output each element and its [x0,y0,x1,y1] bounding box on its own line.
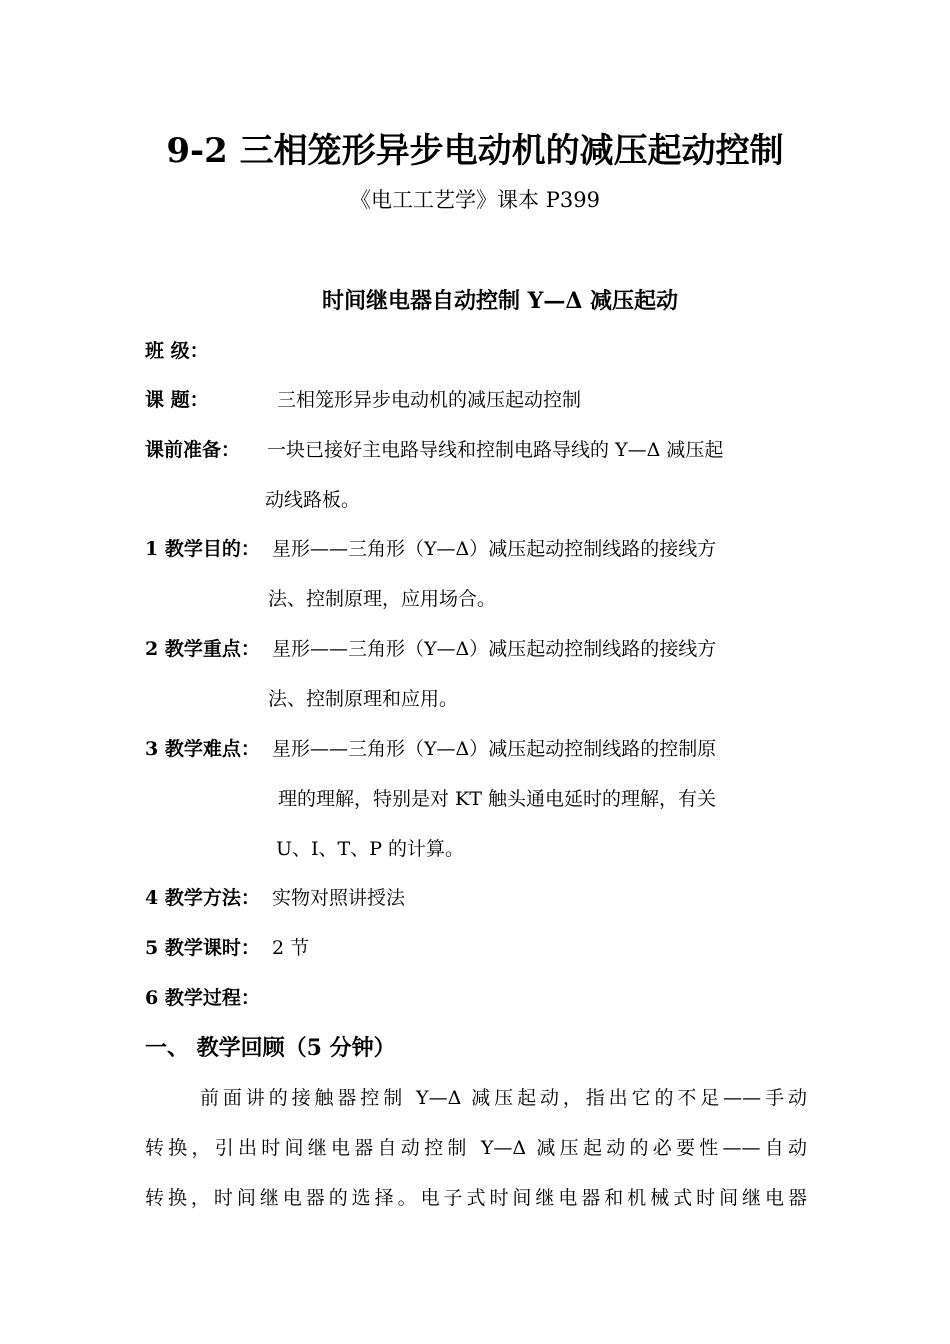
focus-label: 2 教学重点： [145,638,260,660]
document-title: 9-2 三相笼形异步电动机的减压起动控制 [166,131,784,171]
method-label: 4 教学方法： [145,887,260,909]
prep-row [145,433,810,467]
class-label: 班 级： [145,340,209,362]
focus-line-1: 星形——三角形（Y—Δ）减压起动控制线路的接线方 [272,638,717,660]
class-row [145,334,810,368]
hours-row [145,931,810,965]
focus-line-2: 法、控制原理和应用。 [268,688,459,710]
difficulty-label: 3 教学难点： [145,738,260,760]
process-label: 6 教学过程： [145,987,260,1009]
goal-row [145,532,810,566]
paragraph-line: 转换，引出时间继电器自动控制 Y—Δ 减压起动的必要性——自动 [145,1137,807,1159]
paragraph-line: 前面讲的接触器控制 Y—Δ 减压起动，指出它的不足——手动 [200,1087,807,1109]
difficulty-line-3: U、I、T、P 的计算。 [276,838,465,860]
difficulty-line-2: 理的理解，特别是对 KT 触头通电延时的理解，有关 [278,788,716,810]
focus-row [145,632,810,666]
goal-line-1: 星形——三角形（Y—Δ）减压起动控制线路的接线方 [272,538,717,560]
topic-value: 三相笼形异步电动机的减压起动控制 [277,389,582,411]
goal-label: 1 教学目的： [145,538,260,560]
hours-label: 5 教学课时： [145,937,260,959]
goal-line-2: 法、控制原理，应用场合。 [268,588,497,610]
difficulty-line-1: 星形——三角形（Y—Δ）减压起动控制线路的控制原 [272,738,717,760]
document-subtitle: 《电工工艺学》课本 P399 [350,188,600,212]
hours-value: 2 节 [272,937,310,959]
process-row [145,981,810,1015]
prep-line-1: 一块已接好主电路导线和控制电路导线的 Y—Δ 减压起 [267,439,724,461]
prep-line-2: 动线路板。 [265,489,361,511]
difficulty-row [145,732,810,766]
method-value: 实物对照讲授法 [272,887,406,909]
topic-label: 课 题： [145,389,209,411]
part-one-heading: 一、 教学回顾（5 分钟） [145,1035,396,1061]
method-row [145,881,810,915]
prep-label: 课前准备： [145,439,241,461]
section-heading: 时间继电器自动控制 Y—Δ 减压起动 [321,288,679,314]
topic-row [145,383,810,417]
paragraph-line: 转换，时间继电器的选择。电子式时间继电器和机械式时间继电器 [145,1187,807,1209]
